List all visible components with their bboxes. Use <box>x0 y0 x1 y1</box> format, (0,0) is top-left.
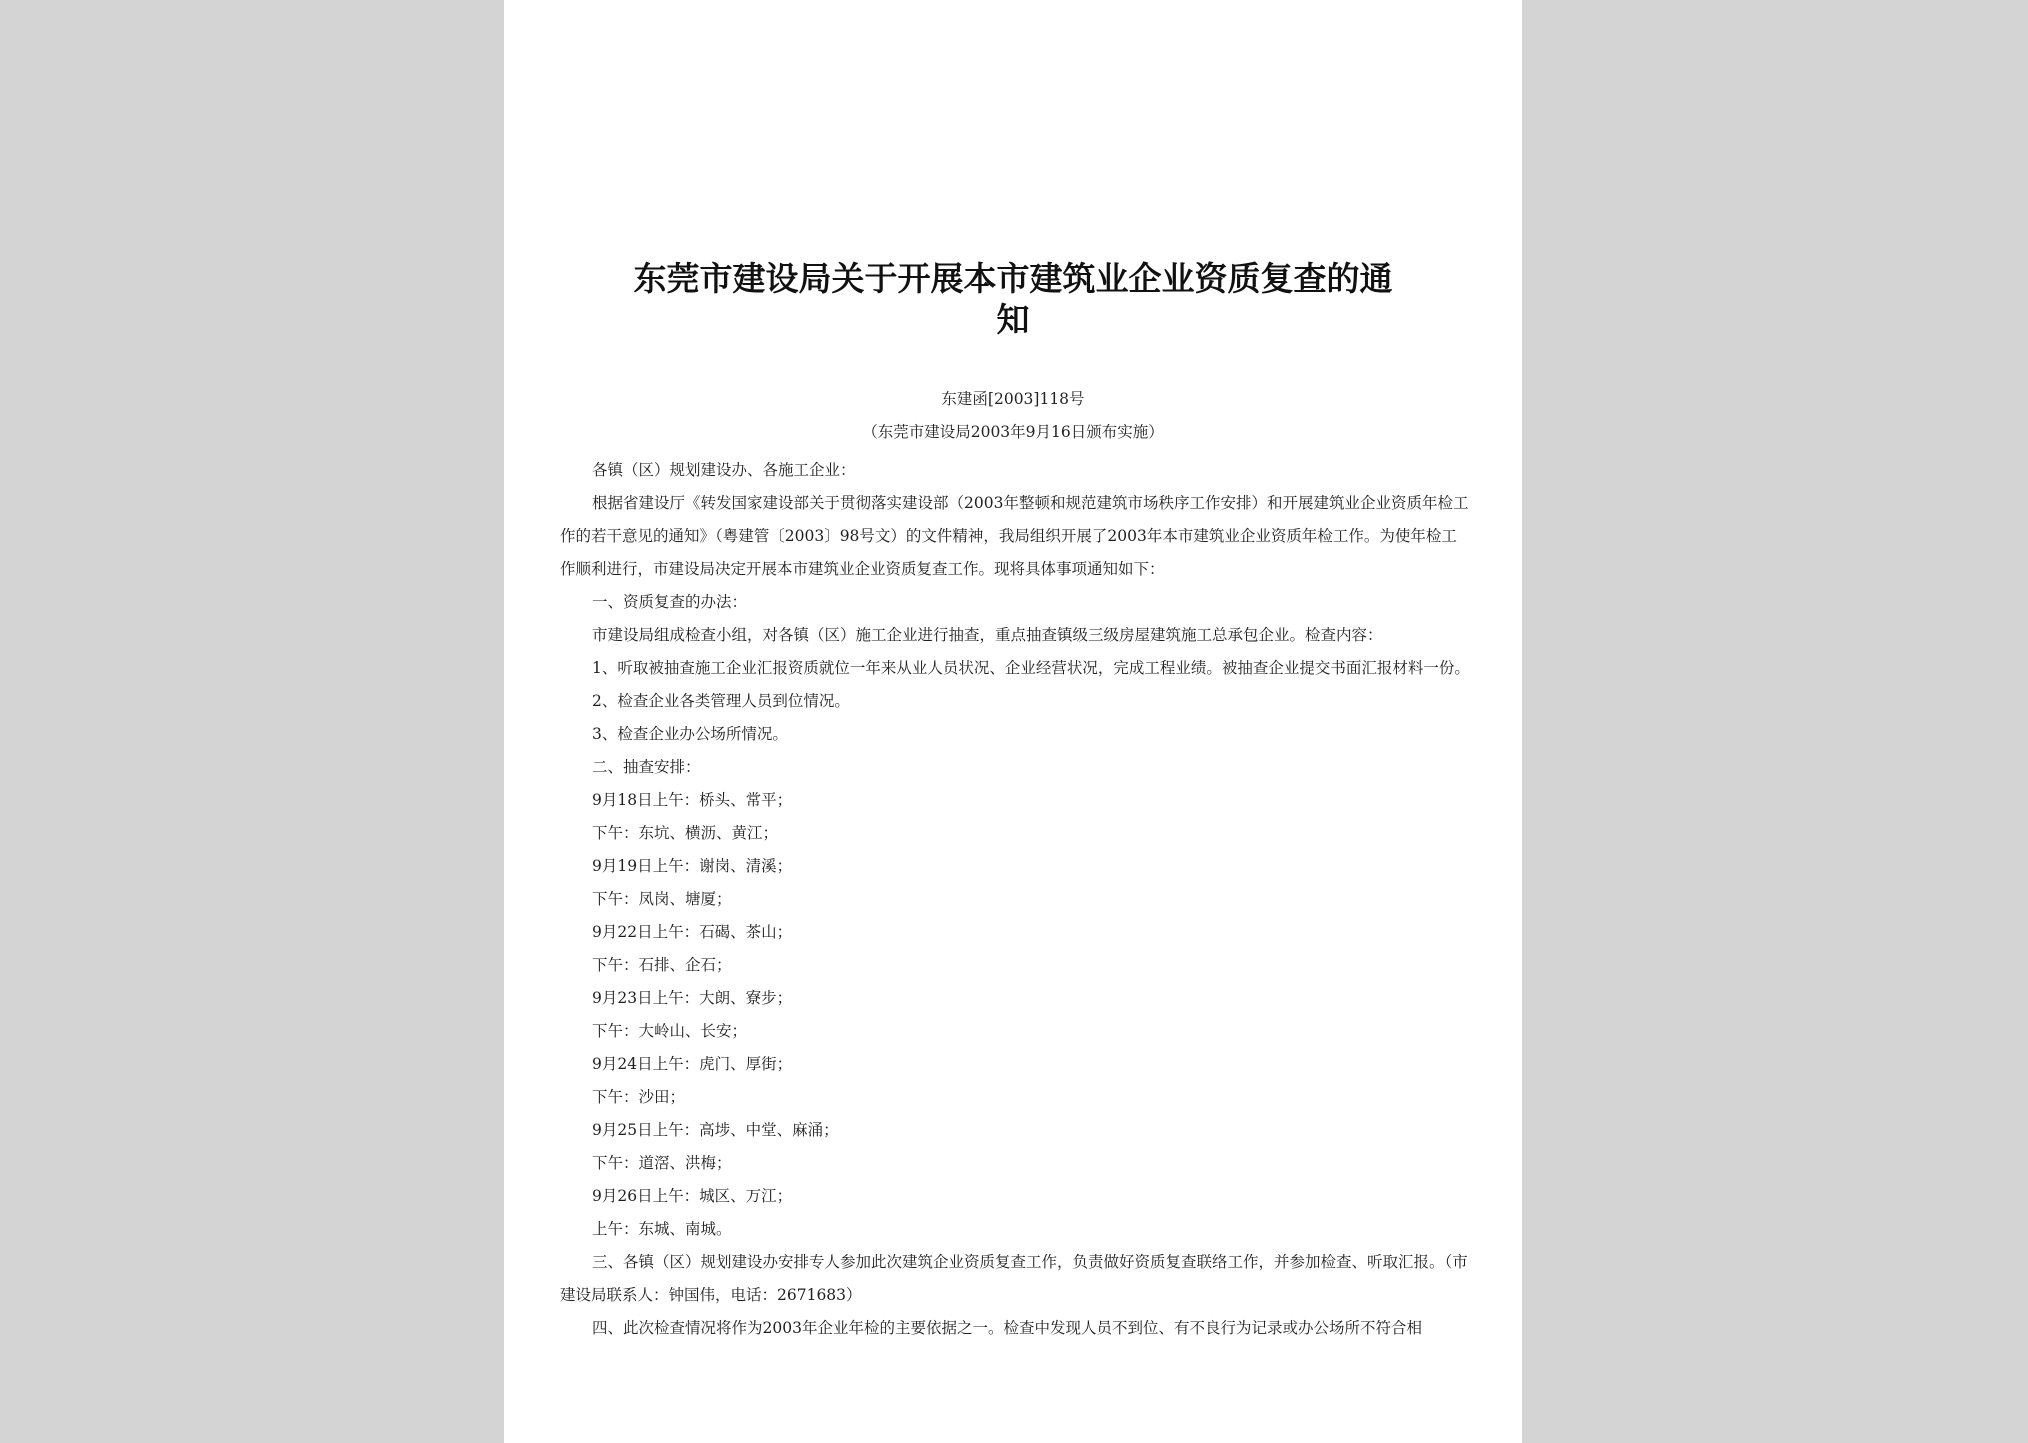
section-heading-method: 一、资质复查的办法： <box>592 593 748 611</box>
schedule-line: 上午：东城、南城。 <box>592 1220 732 1238</box>
intro-paragraph: 根据省建设厅《转发国家建设部关于贯彻落实建设部（2003年整顿和规范建筑市场秩序工作安排）和开展建筑业企业资质年检工作的若干意见的通知》（粤建管〔2003〕98号文）的文件精神，我局组织开展了2003年本市建筑业企业资质年检工作。为使年检工作顺利进行，市建设局决定开展本市建筑业企业资质复查工作。现将具体事项通知如下： <box>560 494 1469 578</box>
salutation: 各镇（区）规划建设办、各施工企业： <box>592 461 856 479</box>
schedule-line: 下午：道滘、洪梅； <box>592 1154 732 1172</box>
schedule-line: 9月23日上午：大朗、寮步； <box>592 989 793 1007</box>
schedule-line: 9月26日上午：城区、万江； <box>592 1187 793 1205</box>
document-title-line-1: 东莞市建设局关于开展本市建筑业企业资质复查的通 <box>633 259 1393 298</box>
document-body <box>560 454 1472 1345</box>
document-number: 东建函[2003]118号 <box>941 390 1085 408</box>
schedule-line: 下午：石排、企石； <box>592 956 732 974</box>
document-title <box>504 258 1522 340</box>
schedule-line: 下午：东坑、横沥、黄江； <box>592 824 779 842</box>
document-title-line-2: 知 <box>996 300 1030 339</box>
schedule-line: 下午：凤岗、塘厦； <box>592 890 732 908</box>
schedule-line: 下午：大岭山、长安； <box>592 1022 748 1040</box>
promulgation-note: （东莞市建设局2003年9月16日颁布实施） <box>862 423 1164 441</box>
schedule-line: 下午：沙田； <box>592 1088 686 1106</box>
section-heading-schedule: 二、抽查安排： <box>592 758 701 776</box>
document-page <box>504 0 1522 1443</box>
schedule-line: 9月19日上午：谢岗、清溪； <box>592 857 793 875</box>
check-item-2: 2、检查企业各类管理人员到位情况。 <box>592 692 850 710</box>
section-four-paragraph: 四、此次检查情况将作为2003年企业年检的主要依据之一。检查中发现人员不到位、有不良行为记录或办公场所不符合相 <box>592 1319 1422 1337</box>
check-item-3: 3、检查企业办公场所情况。 <box>592 725 788 743</box>
section-three-paragraph: 三、各镇（区）规划建设办安排专人参加此次建筑企业资质复查工作，负责做好资质复查联络工作，并参加检查、听取汇报。（市建设局联系人：钟国伟，电话：2671683） <box>560 1253 1468 1304</box>
check-item-1: 1、听取被抽查施工企业汇报资质就位一年来从业人员状况、企业经营状况，完成工程业绩。被抽查企业提交书面汇报材料一份。 <box>592 659 1470 677</box>
method-paragraph: 市建设局组成检查小组，对各镇（区）施工企业进行抽查，重点抽查镇级三级房屋建筑施工总承包企业。检查内容： <box>592 626 1383 644</box>
schedule-line: 9月22日上午：石碣、茶山； <box>592 923 793 941</box>
schedule-line: 9月25日上午：高埗、中堂、麻涌； <box>592 1121 839 1139</box>
schedule-line: 9月18日上午：桥头、常平； <box>592 791 793 809</box>
schedule-line: 9月24日上午：虎门、厚街； <box>592 1055 793 1073</box>
